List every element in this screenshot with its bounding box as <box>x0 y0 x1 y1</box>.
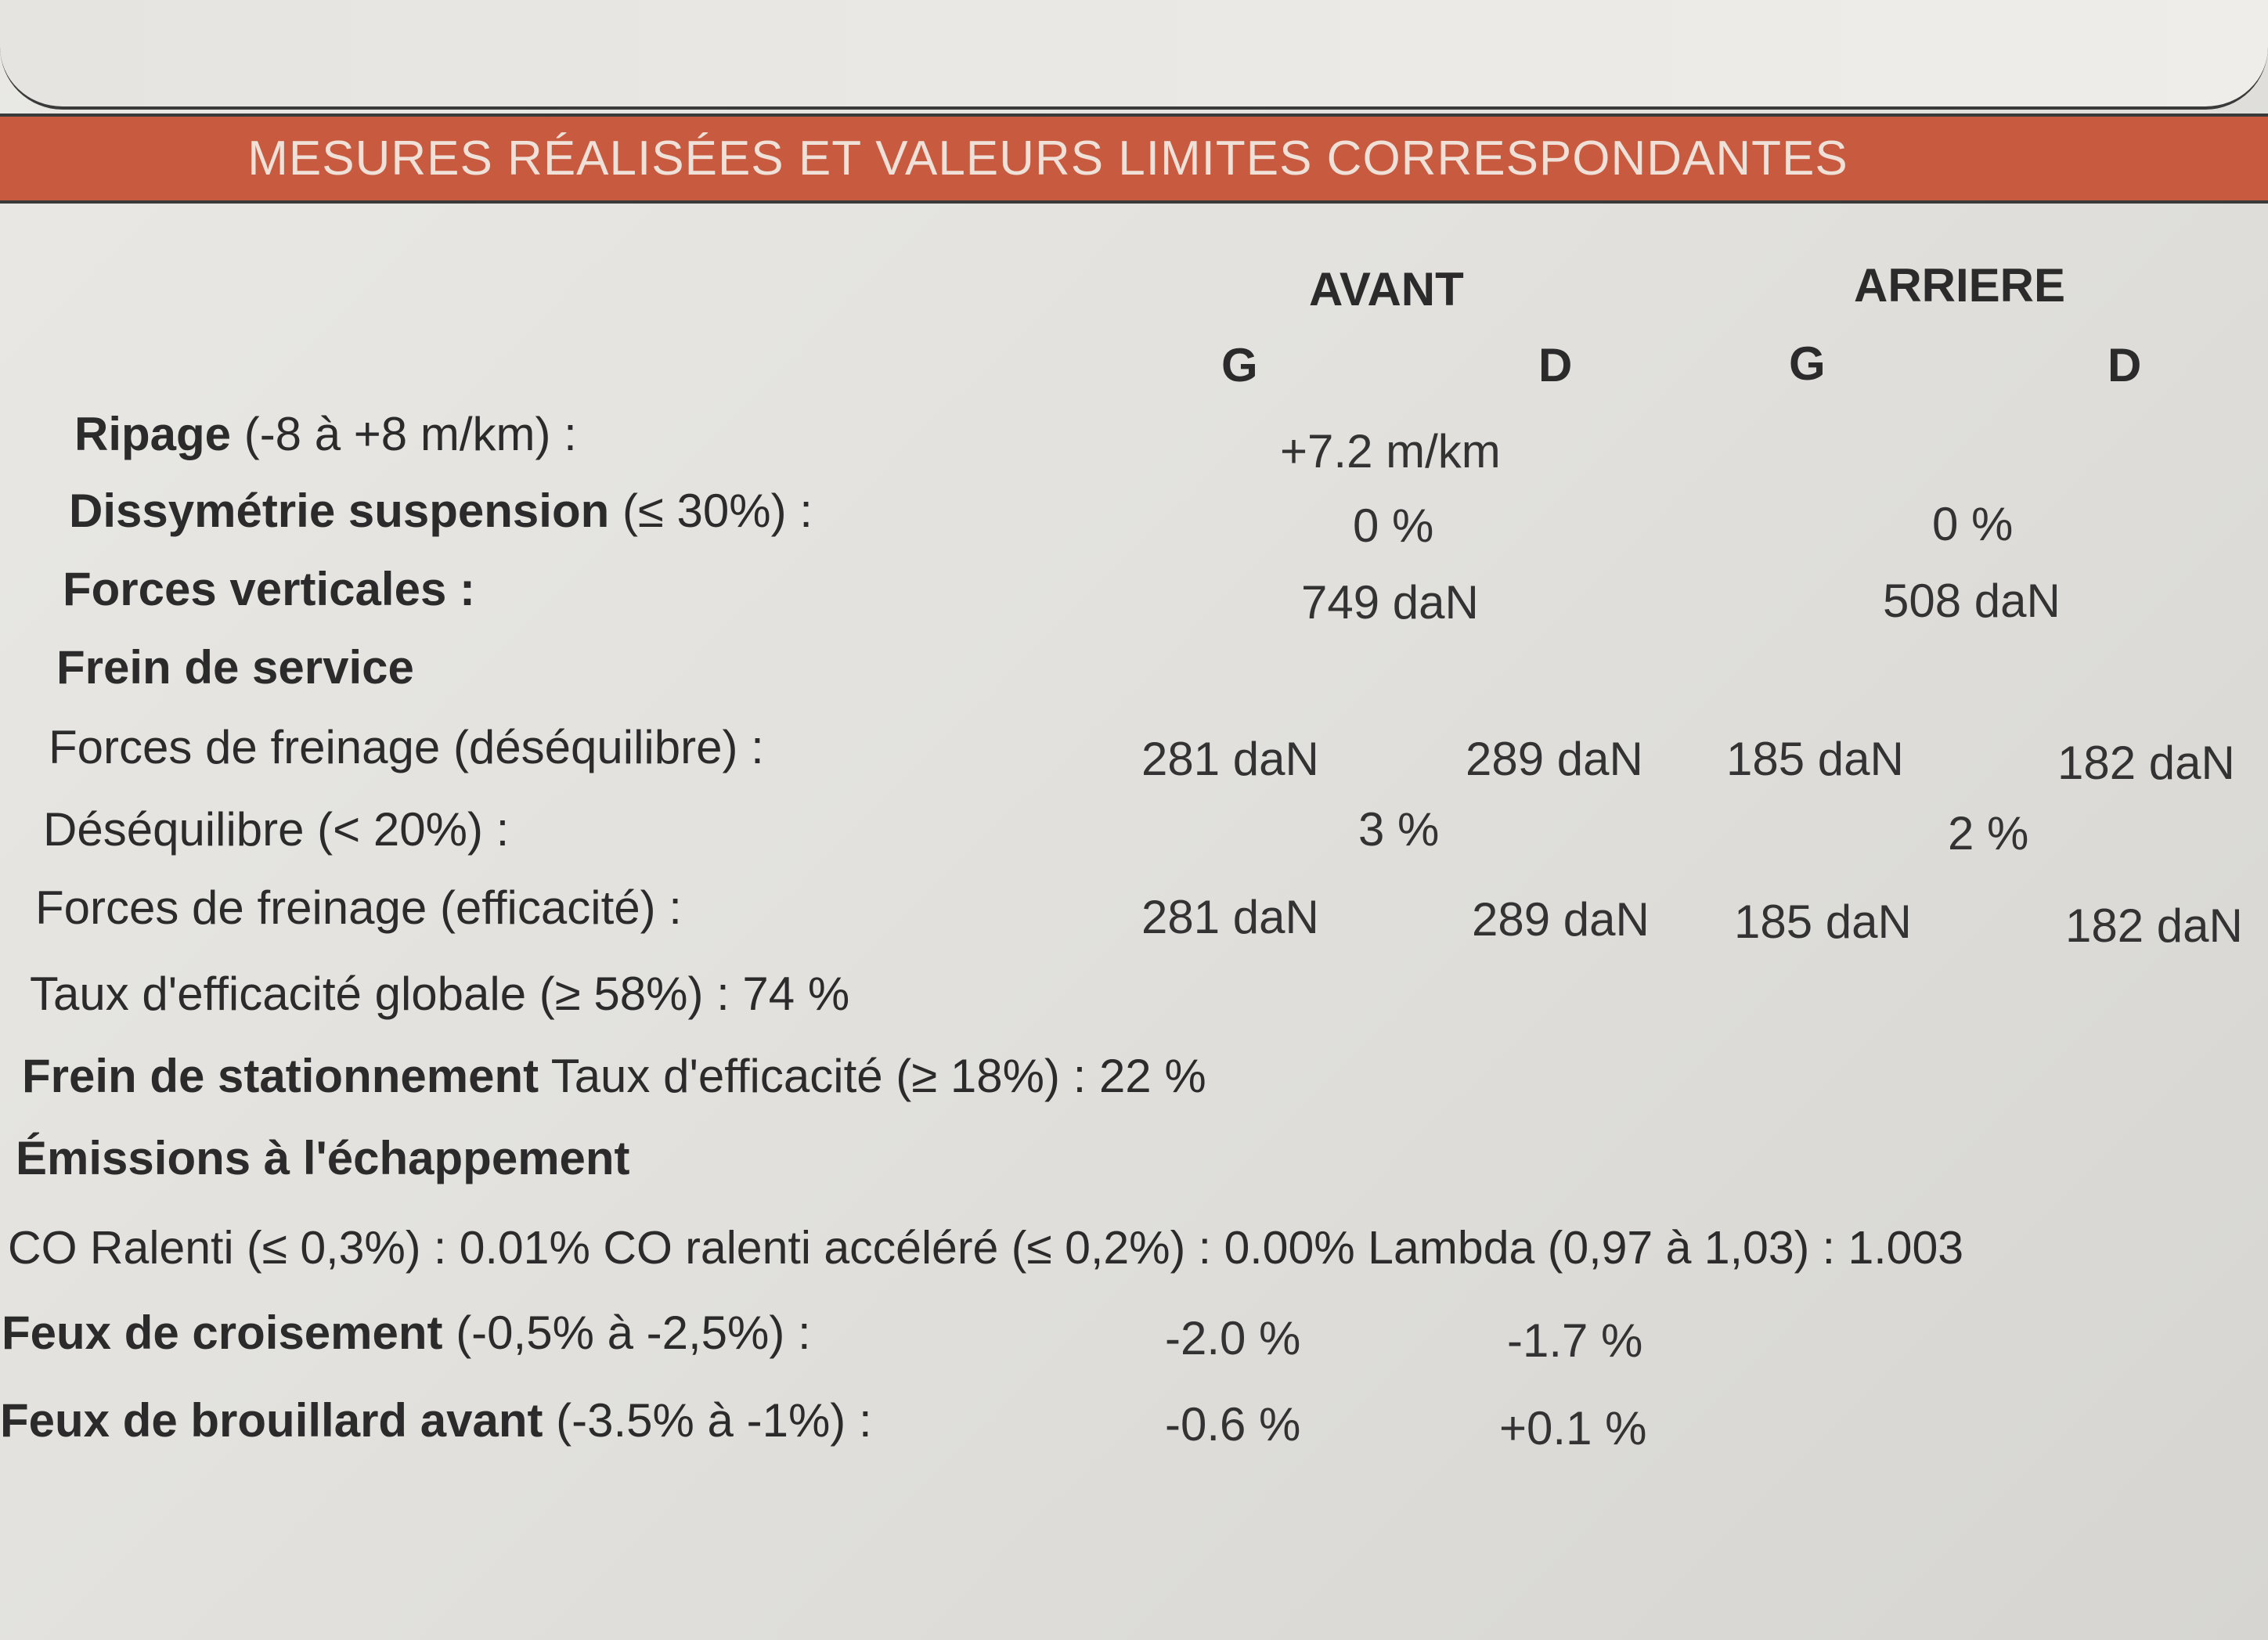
dissymetrie-avant: 0 % <box>1353 499 1434 552</box>
header-avant-g: G <box>1221 339 1258 391</box>
feux-croisement-limit: (-0,5% à -2,5%) : <box>456 1307 811 1359</box>
forces-desequilibre-label: Forces de freinage (déséquilibre) : <box>49 721 764 773</box>
feux-brouillard-g: -0.6 % <box>1165 1398 1301 1451</box>
section-banner <box>0 114 2268 204</box>
forces-desequilibre-arriere-d: 182 daN <box>2057 737 2235 789</box>
ripage-value: +7.2 m/km <box>1280 425 1501 478</box>
feux-croisement-d: -1.7 % <box>1507 1314 1643 1367</box>
section-title: MESURES RÉALISÉES ET VALEURS LIMITES CORRESPONDANTES <box>247 132 1848 186</box>
feux-croisement-g: -2.0 % <box>1165 1312 1301 1364</box>
header-arriere: ARRIERE <box>1854 259 2066 312</box>
dissymetrie-arriere: 0 % <box>1932 498 2014 550</box>
forces-efficacite-label: Forces de freinage (efficacité) : <box>35 881 682 934</box>
feux-brouillard-d: +0.1 % <box>1499 1402 1647 1454</box>
frein-stationnement-label: Frein de stationnement <box>22 1050 539 1102</box>
header-avant: AVANT <box>1309 263 1464 315</box>
ripage-limit: (-8 à +8 m/km) : <box>243 408 577 460</box>
forces-efficacite-arriere-d: 182 daN <box>2065 899 2243 952</box>
feux-brouillard-limit: (-3.5% à -1%) : <box>556 1394 872 1447</box>
feux-brouillard-label: Feux de brouillard avant <box>0 1394 543 1447</box>
forces-efficacite-avant-d: 289 daN <box>1472 893 1650 946</box>
taux-efficacite-globale: Taux d'efficacité globale (≥ 58%) : 74 % <box>30 968 850 1020</box>
header-avant-d: D <box>1538 339 1573 391</box>
frein-service-label: Frein de service <box>56 641 414 694</box>
dissymetrie-limit: (≤ 30%) : <box>622 485 813 537</box>
desequilibre-avant: 3 % <box>1358 803 1440 856</box>
feux-croisement-row <box>2 1306 811 1360</box>
ripage-row <box>74 407 577 461</box>
frein-stationnement-taux: Taux d'efficacité (≥ 18%) : 22 % <box>550 1050 1206 1102</box>
dissymetrie-label: Dissymétrie suspension <box>69 485 610 537</box>
top-frame <box>0 0 2268 110</box>
emissions-values: CO Ralenti (≤ 0,3%) : 0.01% CO ralenti accéléré (≤ 0,2%) : 0.00% Lambda (0,97 à 1,03) : 1.003 <box>8 1222 1964 1274</box>
desequilibre-label: Déséquilibre (< 20%) : <box>43 803 510 856</box>
desequilibre-arriere: 2 % <box>1948 807 2029 860</box>
header-arriere-d: D <box>2108 339 2142 391</box>
forces-desequilibre-arriere-g: 185 daN <box>1726 733 1904 785</box>
header-arriere-g: G <box>1789 337 1826 390</box>
frein-stationnement-row <box>22 1049 1206 1103</box>
feux-croisement-label: Feux de croisement <box>2 1307 443 1359</box>
ripage-label: Ripage <box>74 408 232 460</box>
forces-desequilibre-avant-d: 289 daN <box>1466 733 1643 785</box>
forces-efficacite-arriere-g: 185 daN <box>1734 896 1912 948</box>
forces-verticales-label: Forces verticales : <box>63 563 475 615</box>
dissymetrie-row <box>69 484 813 538</box>
feux-brouillard-row <box>0 1393 872 1447</box>
forces-verticales-arriere: 508 daN <box>1883 575 2061 627</box>
forces-desequilibre-avant-g: 281 daN <box>1141 733 1319 785</box>
emissions-label: Émissions à l'échappement <box>16 1132 630 1184</box>
forces-efficacite-avant-g: 281 daN <box>1141 891 1319 943</box>
forces-verticales-avant: 749 daN <box>1301 576 1479 629</box>
